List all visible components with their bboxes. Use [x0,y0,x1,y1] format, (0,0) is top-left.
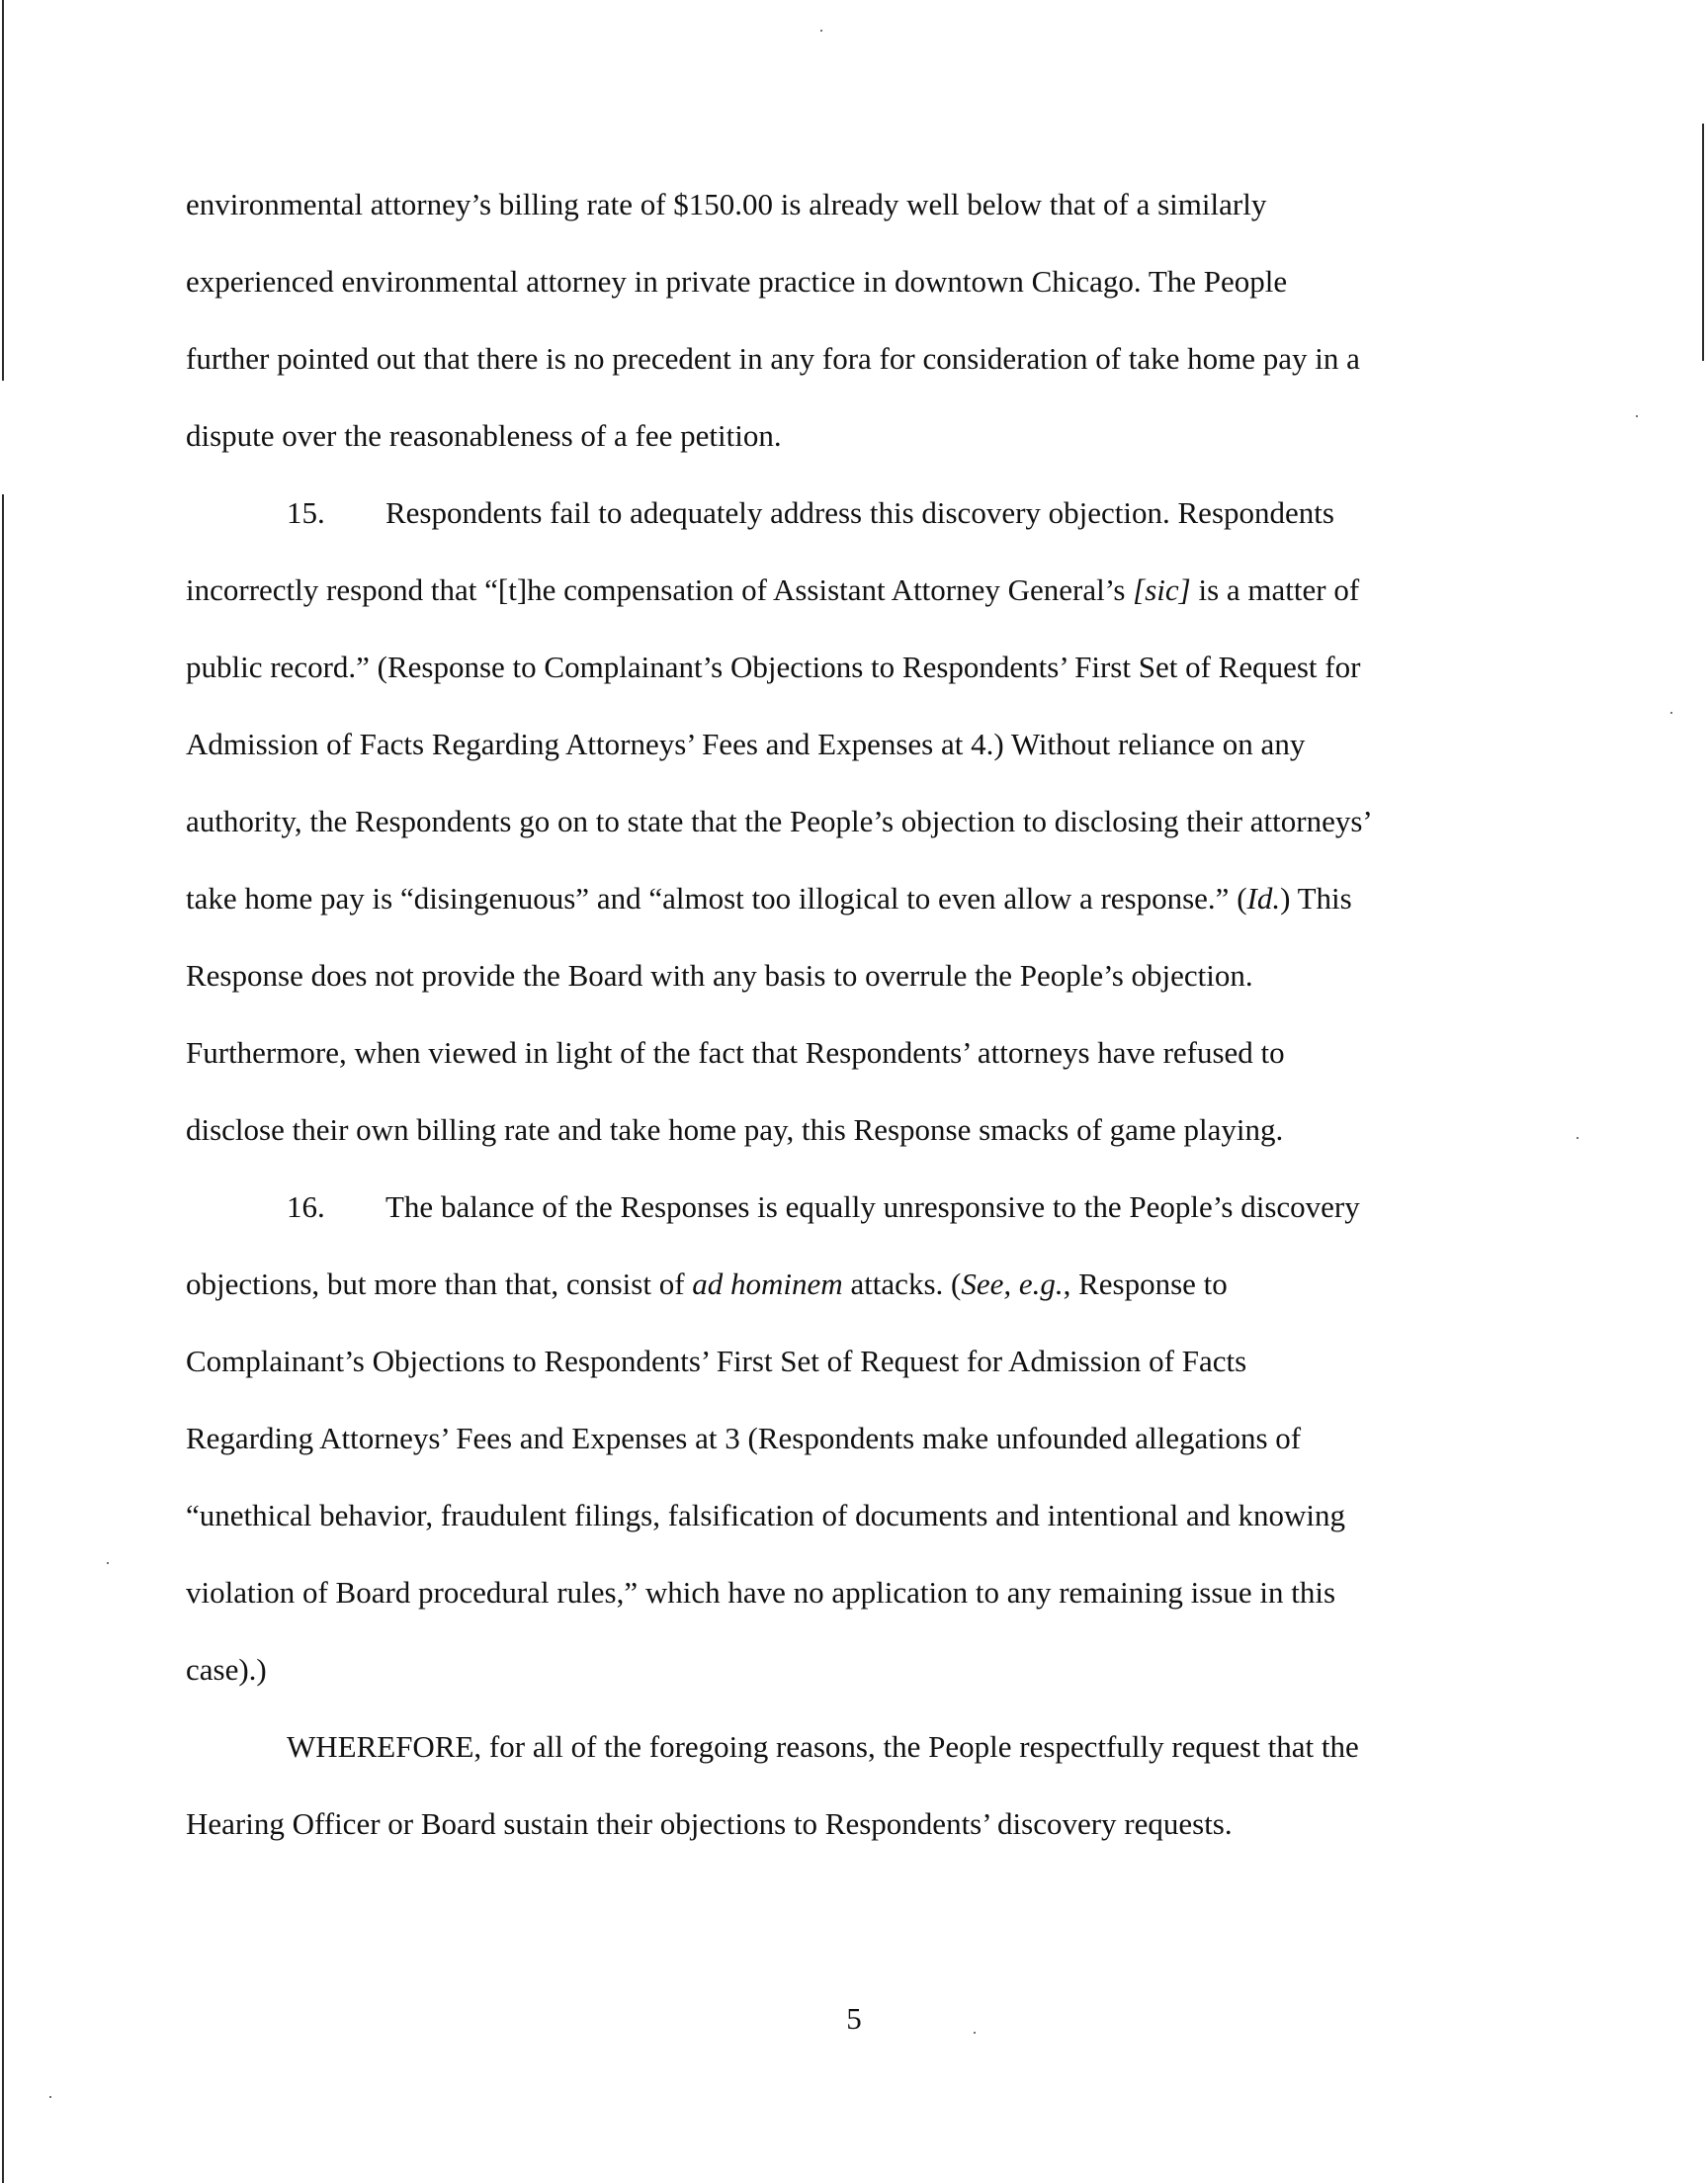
wherefore-line-2: Hearing Officer or Board sustain their objections to Respondents’ discovery requests. [186,1806,1233,1841]
paragraph-15-line-6: take home pay is “disingenuous” and “almost too illogical to even allow a response.” (Id.) This [186,881,1352,916]
page-number: 5 [846,2001,862,2036]
paragraph-15-line-3: public record.” (Response to Complainant’s Objections to Respondents’ First Set of Request for [186,650,1361,684]
paragraph-16-line-4: Regarding Attorneys’ Fees and Expenses at 3 (Respondents make unfounded allegations of [186,1421,1302,1455]
wherefore-line-1: WHEREFORE, for all of the foregoing reasons, the People respectfully request that the [287,1729,1359,1764]
paragraph-15-line-2: incorrectly respond that “[t]he compensation of Assistant Attorney General’s [sic] is a matter of [186,572,1360,607]
paragraph-number-15: 15. [287,495,325,530]
paragraph-15-line-7: Response does not provide the Board with any basis to overrule the People’s objection. [186,958,1253,993]
paragraph-16-line-6: violation of Board procedural rules,” which have no application to any remaining issue in this [186,1575,1336,1610]
paragraph-number-16: 16. [287,1189,325,1224]
scan-speck [1577,1137,1579,1139]
scan-edge-left-lower [2,494,4,2183]
scan-edge-right [1702,124,1704,361]
paragraph-15-line-8: Furthermore, when viewed in light of the fact that Respondents’ attorneys have refused to [186,1035,1285,1070]
scan-edge-left [2,0,4,381]
paragraph-16-line-7: case).) [186,1652,267,1687]
paragraph-16-line-3: Complainant’s Objections to Respondents’ First Set of Request for Admission of Facts [186,1344,1247,1378]
paragraph-16-line-2: objections, but more than that, consist of ad hominem attacks. (See, e.g., Response to [186,1266,1228,1301]
paragraph-15-line-5: authority, the Respondents go on to state that the People’s objection to disclosing their attorneys’ [186,804,1373,838]
paragraph-15-line-9: disclose their own billing rate and take home pay, this Response smacks of game playing. [186,1112,1284,1147]
continuation-line-1: environmental attorney’s billing rate of $150.00 is already well below that of a similarly [186,187,1267,221]
continuation-line-4: dispute over the reasonableness of a fee petition. [186,418,782,453]
document-body [186,185,1520,1843]
scan-speck [1636,415,1638,417]
paragraph-15-line-1: 15. Respondents fail to adequately address this discovery objection. Respondents [287,495,1334,530]
scan-speck [49,2096,51,2098]
scan-speck [820,30,822,32]
scan-speck [1670,712,1672,714]
continuation-line-2: experienced environmental attorney in private practice in downtown Chicago. The People [186,264,1288,299]
scan-speck [107,1562,109,1564]
paragraph-16-line-1: 16. The balance of the Responses is equally unresponsive to the People’s discovery [287,1189,1360,1224]
continuation-line-3: further pointed out that there is no precedent in any fora for consideration of take home pay in a [186,341,1360,376]
paragraph-16-line-5: “unethical behavior, fraudulent filings, falsification of documents and intentional and knowing [186,1498,1345,1532]
paragraph-15-line-4: Admission of Facts Regarding Attorneys’ Fees and Expenses at 4.) Without reliance on any [186,727,1306,761]
